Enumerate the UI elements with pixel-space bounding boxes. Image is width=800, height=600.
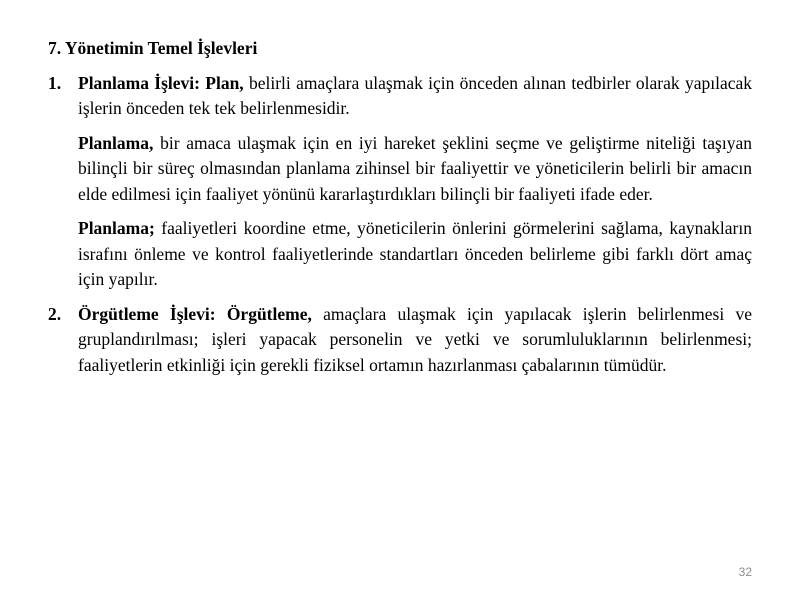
paragraph-text: faaliyetleri koordine etme, yöneticilerin önlerini görmelerini sağlama, kaynakların israfını önleme ve kontrol faaliyetlerinde standartları önceden belirleme gibi farklı dört amaç için yapılır. xyxy=(78,218,752,289)
page-number: 32 xyxy=(738,565,752,579)
paragraph-text: bir amaca ulaşmak için en iyi hareket şeklini seçme ve geliştirme niteliği taşıyan bilinçli bir süreç olmasından planlama zihinsel bir faaliyettir ve yöneticilerin belirli bir amacın elde edilmesi için faaliyet yönünü kararlaştırdıkları bilinçli bir faaliyeti ifade eder. xyxy=(78,132,752,204)
section-heading: 7. Yönetimin Temel İşlevleri xyxy=(48,38,258,58)
paragraph-bold-lead: Planlama; xyxy=(78,218,155,238)
paragraph-planning-purposes xyxy=(78,216,752,293)
slide-content xyxy=(48,36,752,387)
paragraph-bold-lead: Planlama, xyxy=(78,132,154,153)
list-item-body xyxy=(78,71,752,122)
list-item-number: 1. xyxy=(48,72,62,93)
list-item-number: 2. xyxy=(48,303,62,324)
list-item-bold-lead: Planlama İşlevi: Plan, xyxy=(78,72,244,93)
list-item-text: amaçlara ulaşmak için yapılacak işlerin belirlenmesi ve gruplandırılması; işleri yapacak personelin ve yetki ve sorumluluklarının belirlenmesi; faaliyetlerin etkinliği için gerekli fiziksel ortamın hazırlanması çabalarının tümüdür. xyxy=(78,303,752,375)
list-item-planning xyxy=(48,71,752,122)
paragraph-planning-definition xyxy=(78,131,752,208)
list-item-text: belirli amaçlara ulaşmak için önceden alınan tedbirler olarak yapılacak işlerin önceden tek tek belirlenmesidir. xyxy=(78,72,752,118)
list-item-bold-lead: Örgütleme İşlevi: Örgütleme, xyxy=(78,303,312,324)
list-item-organizing xyxy=(48,302,752,379)
list-item-body xyxy=(78,302,752,379)
